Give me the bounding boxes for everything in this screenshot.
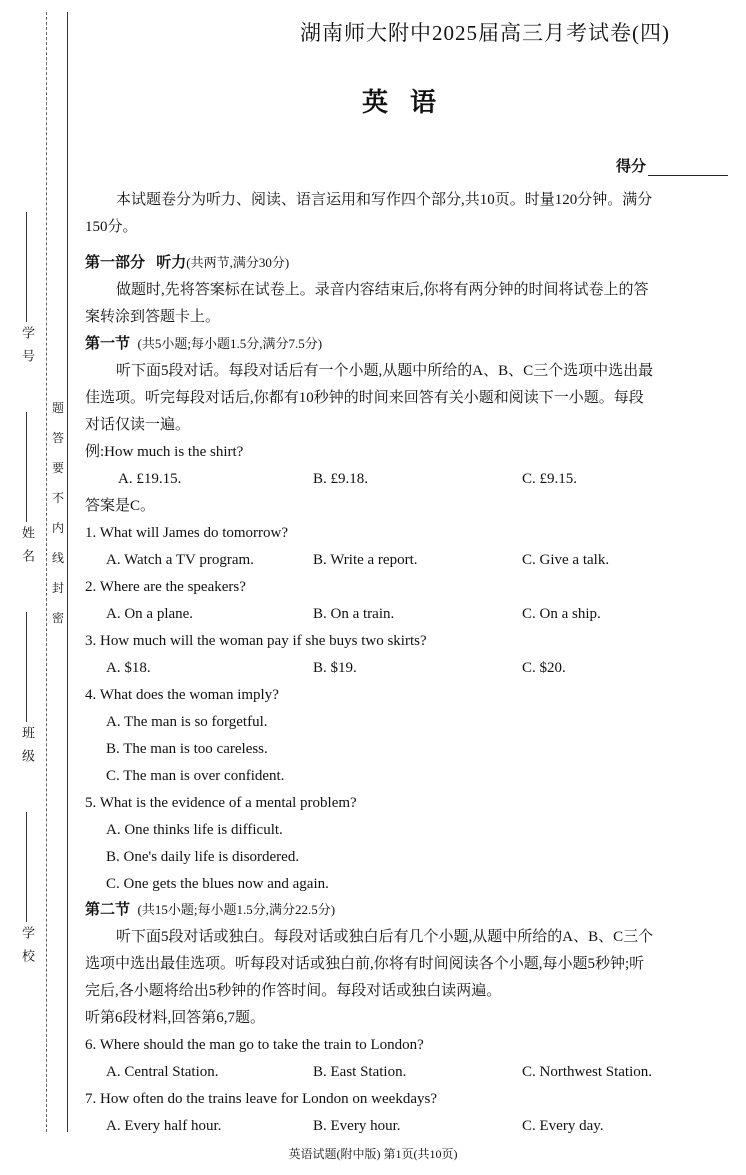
score-label: 得分: [616, 159, 647, 175]
q2-option-a[interactable]: A. On a plane.: [106, 606, 194, 622]
q4-option-c[interactable]: C. The man is over confident.: [106, 768, 285, 784]
q1-option-c[interactable]: C. Give a talk.: [522, 552, 610, 568]
section2-instr-4: 听第6段材料,回答第6,7题。: [85, 1010, 266, 1026]
section2-instr-3: 完后,各小题将给出5秒钟的作答时间。每段对话或独白读两遍。: [85, 983, 502, 999]
question-7: 7. How often do the trains leave for London on weekdays?: [85, 1091, 437, 1107]
sealing-notice: 题 答 要 不 内 线 封 密: [51, 401, 64, 625]
section1-instr-3: 对话仅读一遍。: [85, 417, 191, 433]
part1-heading: 第一部分 听力(共两节,满分30分): [85, 255, 290, 271]
example-option-a: A. £19.15.: [118, 471, 182, 487]
example-option-b: B. £9.18.: [313, 471, 369, 487]
question-5: 5. What is the evidence of a mental problem?: [85, 795, 357, 811]
score-field[interactable]: [616, 155, 728, 176]
school-label: 学校: [20, 926, 35, 972]
q1-option-a[interactable]: A. Watch a TV program.: [106, 552, 254, 568]
q3-option-a[interactable]: A. $18.: [106, 660, 151, 676]
part1-instr-1: 做题时,先将答案标在试卷上。录音内容结束后,你将有两分钟的时间将试卷上的答: [116, 282, 649, 298]
q2-option-b[interactable]: B. On a train.: [313, 606, 395, 622]
subject-title: 英语: [362, 88, 459, 118]
school-field[interactable]: [16, 810, 36, 972]
q6-option-c[interactable]: C. Northwest Station.: [522, 1064, 652, 1080]
dashed-cut-line: [46, 12, 47, 1132]
question-1: 1. What will James do tomorrow?: [85, 525, 289, 541]
question-2: 2. Where are the speakers?: [85, 579, 246, 595]
part1-instr-2: 案转涂到答题卡上。: [85, 309, 221, 325]
section1-instr-2: 佳选项。听完每段对话后,你都有10秒钟的时间来回答有关小题和阅读下一小题。每段: [85, 390, 644, 406]
student-id-field[interactable]: [16, 210, 36, 372]
question-3: 3. How much will the woman pay if she buys two skirts?: [85, 633, 427, 649]
margin-rule: [67, 12, 68, 1132]
q4-option-a[interactable]: A. The man is so forgetful.: [106, 714, 268, 730]
name-label: 姓名: [20, 526, 35, 572]
example-option-c: C. £9.15.: [522, 471, 578, 487]
name-field[interactable]: [16, 410, 36, 572]
page-footer: 英语试题(附中版) 第1页(共10页): [288, 1147, 458, 1161]
section1-instr-1: 听下面5段对话。每段对话后有一个小题,从题中所给的A、B、C三个选项中选出最: [116, 363, 654, 379]
example-question: 例:How much is the shirt?: [85, 444, 244, 460]
q5-option-c[interactable]: C. One gets the blues now and again.: [106, 876, 329, 892]
section2-heading: 第二节 (共15小题;每小题1.5分,满分22.5分): [85, 902, 336, 918]
q2-option-c[interactable]: C. On a ship.: [522, 606, 601, 622]
question-6: 6. Where should the man go to take the train to London?: [85, 1037, 424, 1053]
intro-line-2: 150分。: [85, 219, 138, 235]
q6-option-b[interactable]: B. East Station.: [313, 1064, 407, 1080]
intro-line-1: 本试题卷分为听力、阅读、语言运用和写作四个部分,共10页。时量120分钟。满分: [116, 192, 653, 208]
question-4: 4. What does the woman imply?: [85, 687, 279, 703]
q5-option-a[interactable]: A. One thinks life is difficult.: [106, 822, 283, 838]
class-label: 班级: [20, 726, 35, 772]
section1-heading: 第一节 (共5小题;每小题1.5分,满分7.5分): [85, 336, 323, 352]
score-blank[interactable]: [648, 161, 728, 176]
q7-option-c[interactable]: C. Every day.: [522, 1118, 604, 1134]
class-field[interactable]: [16, 610, 36, 772]
example-answer: 答案是C。: [85, 498, 156, 514]
section2-instr-1: 听下面5段对话或独白。每段对话或独白后有几个小题,从题中所给的A、B、C三个: [116, 929, 654, 945]
binding-margin: [0, 0, 70, 1175]
q4-option-b[interactable]: B. The man is too careless.: [106, 741, 268, 757]
q3-option-b[interactable]: B. $19.: [313, 660, 357, 676]
q6-option-a[interactable]: A. Central Station.: [106, 1064, 219, 1080]
student-id-label: 学号: [20, 326, 35, 372]
q7-option-b[interactable]: B. Every hour.: [313, 1118, 401, 1134]
section2-instr-2: 选项中选出最佳选项。听每段对话或独白前,你将有时间阅读各个小题,每小题5秒钟;听: [85, 956, 645, 972]
q3-option-c[interactable]: C. $20.: [522, 660, 566, 676]
q7-option-a[interactable]: A. Every half hour.: [106, 1118, 222, 1134]
q5-option-b[interactable]: B. One's daily life is disordered.: [106, 849, 300, 865]
exam-title: 湖南师大附中2025届高三月考试卷(四): [300, 21, 670, 45]
q1-option-b[interactable]: B. Write a report.: [313, 552, 418, 568]
